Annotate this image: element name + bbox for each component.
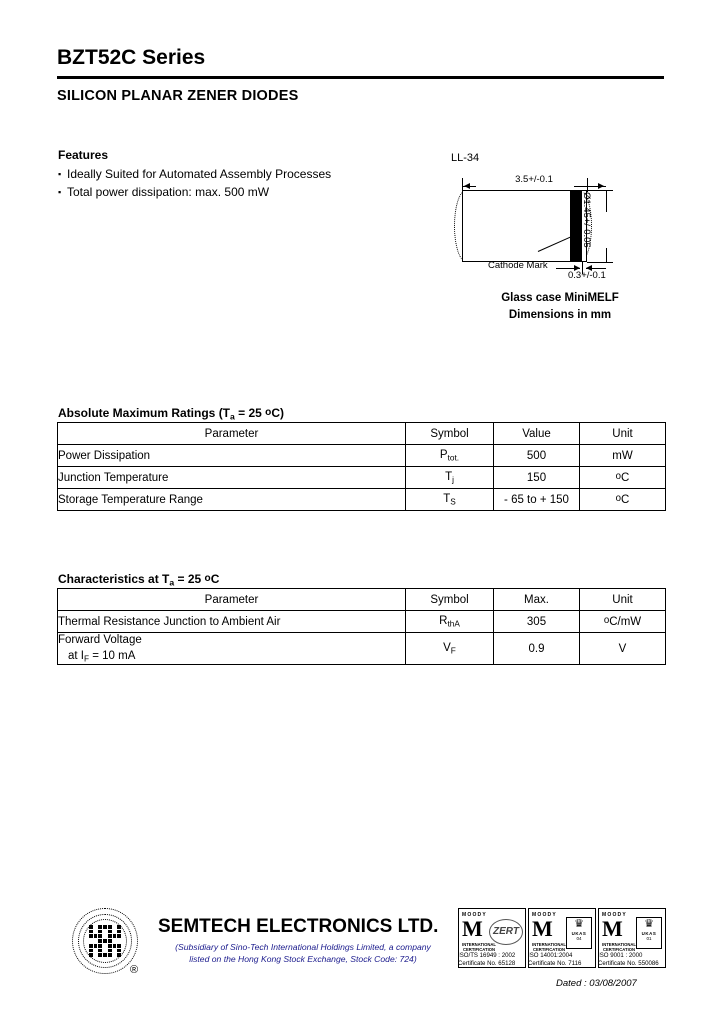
cell-unit: V bbox=[580, 633, 666, 665]
degree-icon: o bbox=[204, 572, 211, 584]
package-drawing bbox=[440, 152, 680, 327]
cert-brand: MOODY bbox=[602, 912, 627, 918]
cell-symbol: $V_F$ bbox=[406, 633, 494, 665]
cert-brand: MOODY bbox=[462, 912, 487, 918]
cell-parameter-line2: at $I_F = 10$ mA bbox=[68, 649, 136, 663]
package-caption-units: Dimensions in mm bbox=[508, 309, 612, 321]
feature-item bbox=[58, 167, 331, 181]
cert-emblem-label: UKAS bbox=[571, 931, 587, 936]
package-code: LL-34 bbox=[451, 152, 480, 164]
package-caption-case: Glass case MiniMELF bbox=[501, 292, 619, 304]
absolute-maximum-ratings-table bbox=[57, 422, 666, 511]
arrow-right-icon bbox=[598, 183, 604, 189]
cell-symbol: $T_j$ bbox=[406, 467, 494, 489]
company-subtitle-line2: listed on the Hong Kong Stock Exchange, Stock Code: 724) bbox=[189, 954, 417, 964]
characteristics-caption: Characteristics at $T_a = 25$ oC bbox=[58, 572, 220, 588]
cell-value: 500 bbox=[494, 445, 580, 467]
abs-max-caption: Absolute Maximum Ratings ($T_a = 25$ oC) bbox=[58, 406, 284, 422]
diode-body bbox=[462, 190, 587, 262]
cell-value: - 65 to + 150 bbox=[494, 489, 580, 511]
cert-number: Certificate No. 550086 bbox=[598, 960, 659, 967]
cell-unit: oC/mW bbox=[580, 611, 666, 633]
dimension-line bbox=[606, 190, 607, 212]
cert-brand-subtitle: INTERNATIONAL CERTIFICATION bbox=[462, 942, 496, 952]
company-name: SEMTECH ELECTRONICS LTD. bbox=[158, 916, 439, 937]
cell-parameter-line1: Forward Voltage bbox=[58, 634, 142, 646]
page-title: BZT52C Series bbox=[57, 46, 206, 69]
table-row bbox=[58, 633, 666, 665]
feature-text: Ideally Suited for Automated Assembly Processes bbox=[67, 167, 332, 181]
company-subtitle-line1: (Subsidiary of Sino-Tech International Holdings Limited, a company bbox=[175, 942, 431, 952]
table-header-row bbox=[58, 589, 666, 611]
cert-letter-mark: M bbox=[462, 916, 483, 941]
feature-text: Total power dissipation: max. 500 mW bbox=[67, 185, 270, 199]
cert-letter-mark: M bbox=[532, 916, 553, 941]
cell-parameter: Junction Temperature bbox=[58, 467, 406, 489]
column-header-symbol: Symbol bbox=[406, 423, 494, 445]
table-row bbox=[58, 467, 666, 489]
table-row bbox=[58, 445, 666, 467]
title-divider bbox=[57, 76, 664, 79]
cert-emblem-number: 01 bbox=[646, 936, 652, 941]
crown-icon: ♛ bbox=[644, 918, 654, 930]
cell-symbol: $R_{thA}$ bbox=[406, 611, 494, 633]
degree-icon: o bbox=[603, 614, 610, 626]
bullet-icon: ▪ bbox=[58, 169, 62, 179]
cert-number: Certificate No. 65128 bbox=[458, 960, 516, 967]
cell-parameter: Storage Temperature Range bbox=[58, 489, 406, 511]
page-subtitle: SILICON PLANAR ZENER DIODES bbox=[57, 88, 299, 104]
dimension-line bbox=[606, 248, 607, 262]
column-header-value: Value bbox=[494, 423, 580, 445]
cert-brand-subtitle: INTERNATIONAL CERTIFICATION bbox=[602, 942, 636, 952]
table-row bbox=[58, 489, 666, 511]
dimension-band-width: 0.3+/-0.1 bbox=[568, 270, 606, 281]
cert-emblem-number: 04 bbox=[576, 936, 582, 941]
cert-standard: ISO 14001:2004 bbox=[528, 952, 573, 959]
cell-unit: mW bbox=[580, 445, 666, 467]
extension-line bbox=[587, 262, 613, 263]
degree-icon: o bbox=[615, 470, 622, 482]
certification-caption bbox=[458, 952, 528, 968]
cell-value: 305 bbox=[494, 611, 580, 633]
cell-unit: oC bbox=[580, 489, 666, 511]
certification-caption bbox=[528, 952, 598, 968]
arrow-left-icon bbox=[464, 183, 470, 189]
extension-line bbox=[587, 190, 613, 191]
logo-chip-pattern bbox=[89, 925, 121, 957]
column-header-parameter: Parameter bbox=[58, 589, 406, 611]
cert-letter-mark: M bbox=[602, 916, 623, 941]
certification-caption bbox=[598, 952, 668, 968]
cert-standard: ISO 9001 : 2000 bbox=[598, 952, 643, 959]
cert-emblem-label: UKAS bbox=[641, 931, 657, 936]
table-row bbox=[58, 611, 666, 633]
column-header-max: Max. bbox=[494, 589, 580, 611]
cell-symbol: $T_S$ bbox=[406, 489, 494, 511]
dimension-diameter: Ø1.45+/-0.05 bbox=[581, 192, 592, 248]
characteristics-table bbox=[57, 588, 666, 665]
table-header-row bbox=[58, 423, 666, 445]
column-header-parameter: Parameter bbox=[58, 423, 406, 445]
crown-icon: ♛ bbox=[574, 918, 584, 930]
dimension-length: 3.5+/-0.1 bbox=[515, 174, 553, 185]
features-heading: Features bbox=[58, 148, 109, 162]
cert-emblem bbox=[636, 917, 662, 949]
document-date: Dated : 03/08/2007 bbox=[556, 978, 637, 989]
bullet-icon: ▪ bbox=[58, 187, 62, 197]
column-header-unit: Unit bbox=[580, 423, 666, 445]
degree-icon: o bbox=[615, 492, 622, 504]
cert-brand: MOODY bbox=[532, 912, 557, 918]
cell-parameter bbox=[58, 633, 406, 665]
cell-unit: oC bbox=[580, 467, 666, 489]
cert-brand-subtitle: INTERNATIONAL CERTIFICATION bbox=[532, 942, 566, 952]
cell-parameter: Thermal Resistance Junction to Ambient Air bbox=[58, 611, 406, 633]
column-header-symbol: Symbol bbox=[406, 589, 494, 611]
registered-trademark-icon: ® bbox=[130, 964, 139, 976]
cert-standard: ISO/TS 16949 : 2002 bbox=[458, 952, 516, 959]
company-logo-icon bbox=[72, 908, 138, 974]
cell-value: 150 bbox=[494, 467, 580, 489]
cell-symbol: $P_{tot.}$ bbox=[406, 445, 494, 467]
cathode-mark-label: Cathode Mark bbox=[488, 260, 548, 271]
feature-item bbox=[58, 185, 269, 199]
column-header-unit: Unit bbox=[580, 589, 666, 611]
cert-number: Certificate No. 7116 bbox=[528, 960, 582, 967]
cell-value: 0.9 bbox=[494, 633, 580, 665]
cert-emblem bbox=[566, 917, 592, 949]
degree-icon: o bbox=[265, 406, 272, 418]
cert-emblem: ZERT bbox=[489, 919, 523, 945]
cell-parameter: Power Dissipation bbox=[58, 445, 406, 467]
